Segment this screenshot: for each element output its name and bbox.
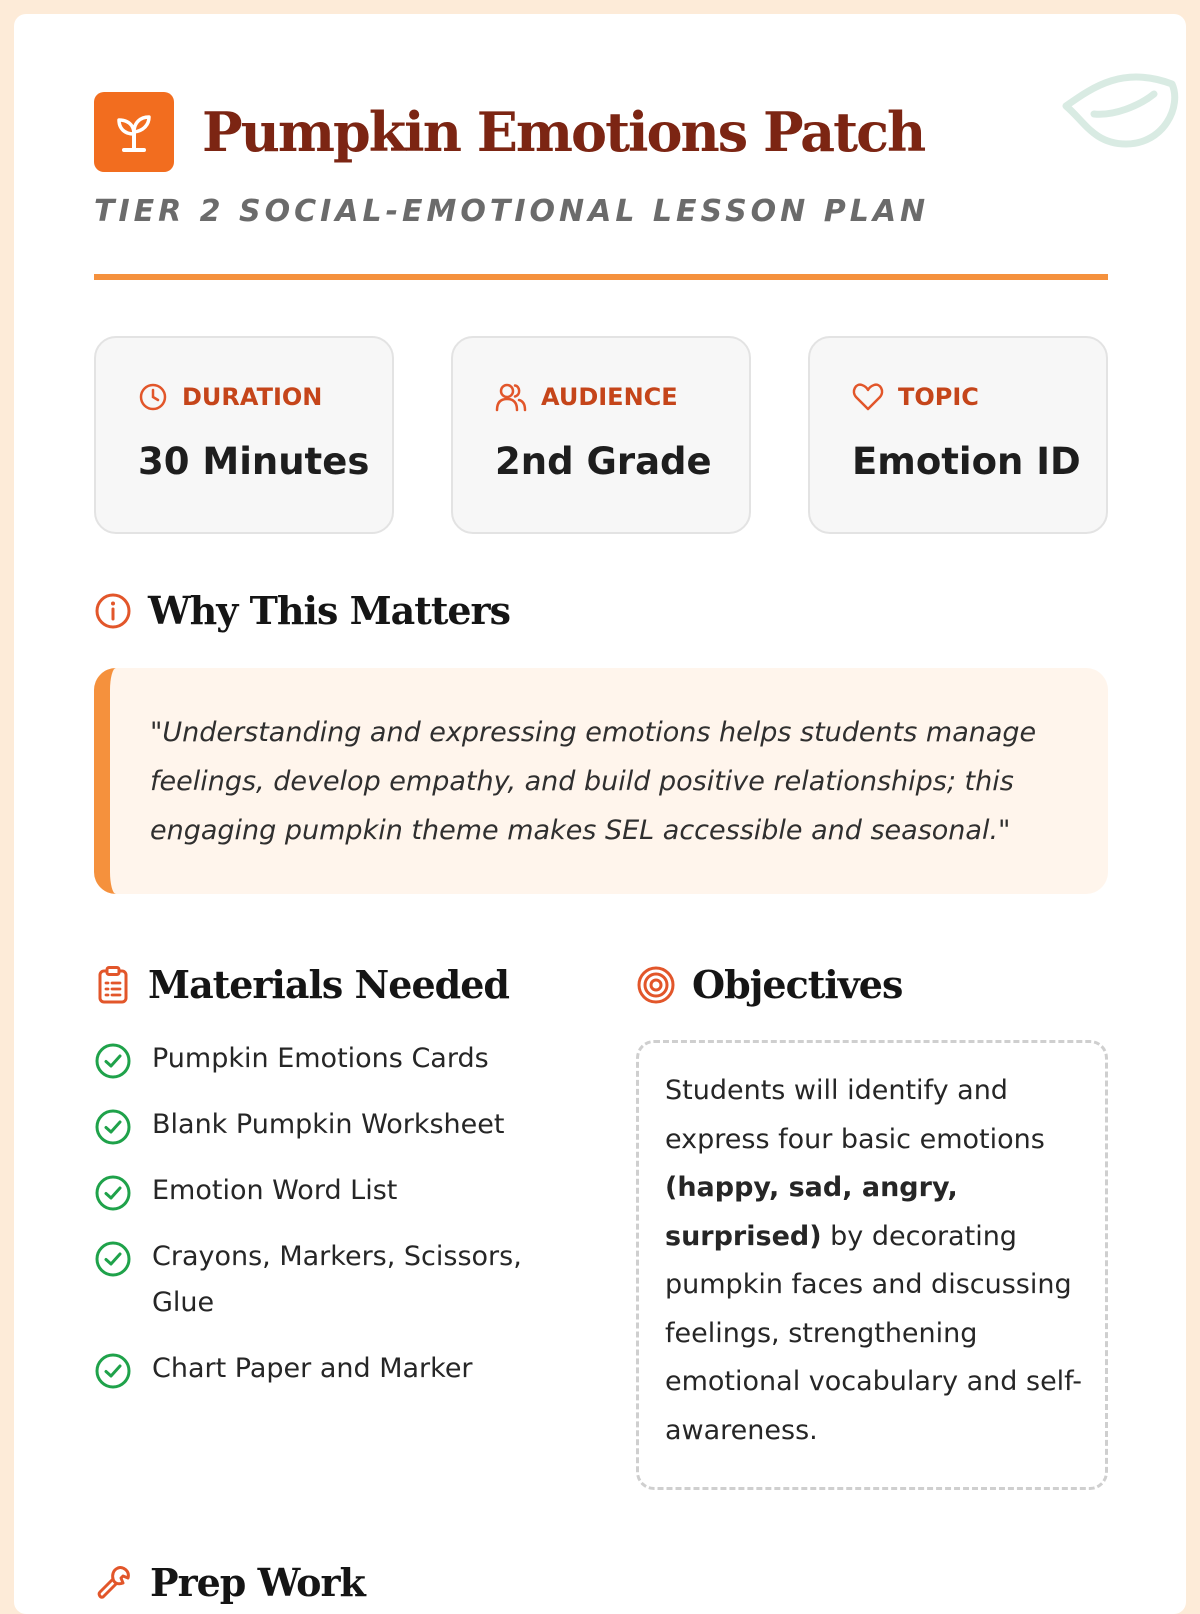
stat-value: 30 Minutes xyxy=(138,440,370,483)
info-icon xyxy=(94,592,132,630)
stat-card-topic xyxy=(808,336,1108,534)
check-circle-icon xyxy=(94,1240,132,1278)
list-item: Chart Paper and Marker xyxy=(94,1346,564,1392)
stat-label: DURATION xyxy=(182,383,323,411)
section-heading: Prep Work xyxy=(150,1560,365,1605)
clipboard-icon xyxy=(94,965,132,1005)
wrench-icon xyxy=(94,1563,134,1603)
section-heading: Why This Matters xyxy=(148,588,510,633)
list-item: Crayons, Markers, Scissors, Glue xyxy=(94,1234,564,1326)
stat-value: Emotion ID xyxy=(852,440,1081,483)
stat-card-duration xyxy=(94,336,394,534)
clock-icon xyxy=(138,382,168,412)
lesson-plan-page xyxy=(14,14,1186,1614)
objectives-emotions: (happy, sad, angry, surprised) xyxy=(665,1172,958,1252)
list-item: Pumpkin Emotions Cards xyxy=(94,1036,564,1082)
header xyxy=(94,92,1108,229)
objectives-text-end: by decorating pumpkin faces and discussing feelings, strengthening emotional vocabulary and self-awareness. xyxy=(665,1220,1082,1446)
check-circle-icon xyxy=(94,1042,132,1080)
section-prep xyxy=(94,1560,365,1605)
users-icon xyxy=(495,382,527,412)
section-materials xyxy=(94,962,509,1007)
check-circle-icon xyxy=(94,1108,132,1146)
stat-card-audience xyxy=(451,336,751,534)
stats-row xyxy=(94,336,1108,534)
why-quote: "Understanding and expressing emotions helps students manage feelings, develop empathy, and build positive relationships; this engaging pumpkin theme makes SEL accessible and seasonal." xyxy=(94,668,1108,894)
sprout-icon xyxy=(94,92,174,172)
title-divider xyxy=(94,274,1108,280)
section-heading: Objectives xyxy=(692,962,903,1007)
list-item: Blank Pumpkin Worksheet xyxy=(94,1102,564,1148)
stat-value: 2nd Grade xyxy=(495,440,712,483)
page-subtitle: TIER 2 SOCIAL-EMOTIONAL LESSON PLAN xyxy=(94,194,930,229)
check-circle-icon xyxy=(94,1352,132,1390)
page-title: Pumpkin Emotions Patch xyxy=(202,100,925,164)
list-item: Emotion Word List xyxy=(94,1168,564,1214)
materials-list xyxy=(94,1036,564,1412)
section-heading: Materials Needed xyxy=(148,962,509,1007)
stat-label: TOPIC xyxy=(898,383,979,411)
check-circle-icon xyxy=(94,1174,132,1212)
objectives-box xyxy=(636,1040,1108,1490)
stat-label: AUDIENCE xyxy=(541,383,678,411)
target-icon xyxy=(636,965,676,1005)
section-why xyxy=(94,588,510,633)
heart-icon xyxy=(852,382,884,412)
section-objectives xyxy=(636,962,902,1007)
objectives-text: Students will identify and express four basic emotions xyxy=(665,1075,1045,1155)
